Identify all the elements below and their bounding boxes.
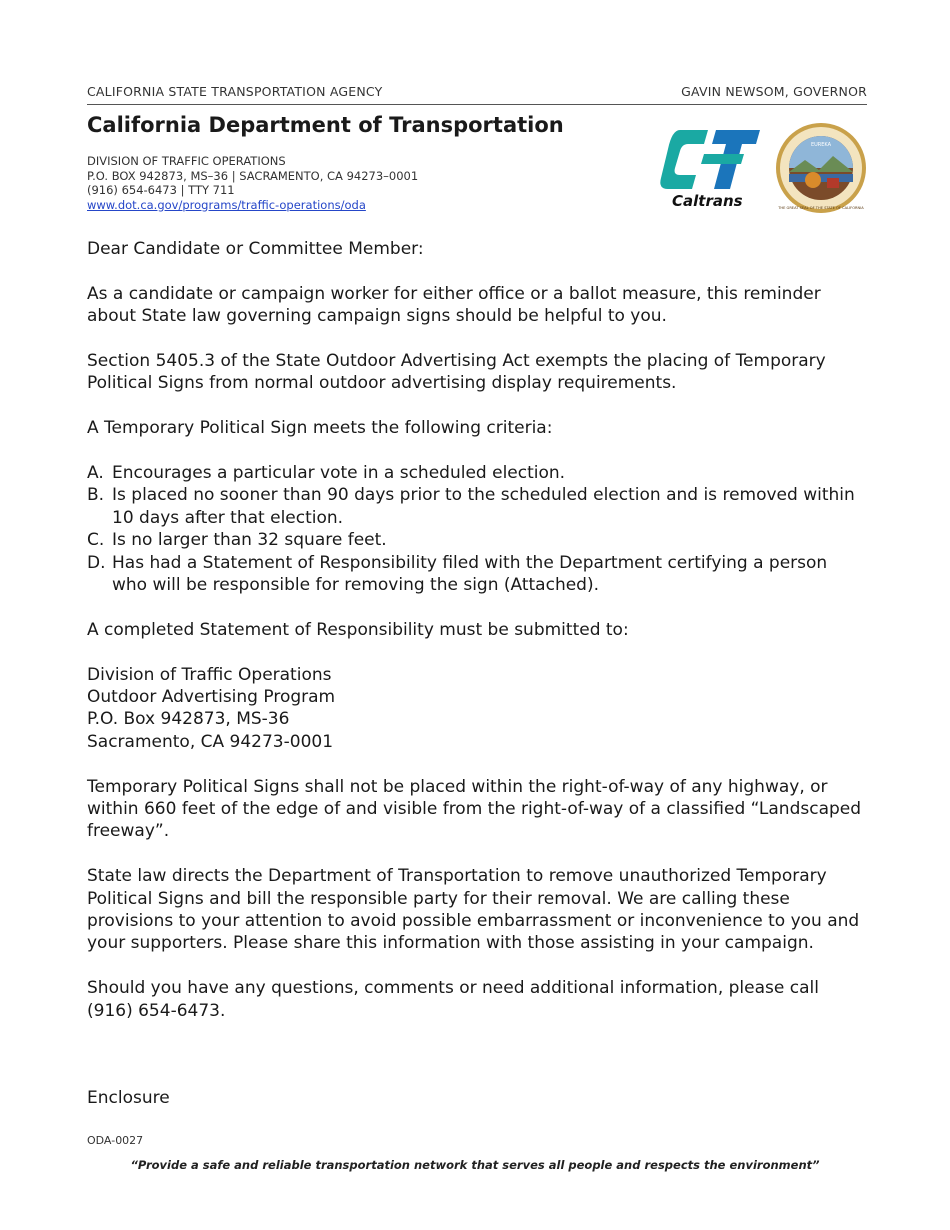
salutation: Dear Candidate or Committee Member: <box>87 239 424 259</box>
seal-motto: EUREKA <box>810 142 832 148</box>
mailing-address: P.O. BOX 942873, MS–36 | SACRAMENTO, CA 94273–0001 <box>87 168 419 183</box>
website-link[interactable]: www.dot.ca.gov/programs/traffic-operations/oda <box>87 197 366 212</box>
seal-bear <box>827 178 839 188</box>
paragraph-removal: State law directs the Department of Transportation to remove unauthorized Temporary Political Signs and bill the responsible party for their removal. We are calling these provisions to your attention to avoid possible embarrassment or inconvenience to you and your supporters. Please share this information with those assisting in your campaign. <box>87 866 860 954</box>
paragraph-contact: Should you have any questions, comments or need additional information, please call (916) 654-6473. <box>87 978 819 1021</box>
paragraph-criteria-intro: A Temporary Political Sign meets the following criteria: <box>87 418 553 439</box>
list-item-key: C. <box>87 530 105 551</box>
submission-address <box>87 664 867 754</box>
header-bar <box>87 83 867 105</box>
address-line: Division of Traffic Operations <box>87 664 332 685</box>
list-item-text: Has had a Statement of Responsibility filed with the Department certifying a person who will be responsible for removing the sign (Attached). <box>112 552 828 596</box>
enclosure-note: Enclosure <box>87 1088 170 1108</box>
logo-c-shape <box>660 130 708 189</box>
list-item-text: Encourages a particular vote in a scheduled election. <box>112 463 566 483</box>
list-item <box>87 462 867 484</box>
paragraph-section: Section 5405.3 of the State Outdoor Advertising Act exempts the placing of Temporary Political Signs from normal outdoor advertising display requirements. <box>87 351 826 394</box>
paragraph-intro: As a candidate or campaign worker for either office or a ballot measure, this reminder about State law governing campaign signs should be helpful to you. <box>87 283 821 327</box>
list-item-text: Is no larger than 32 square feet. <box>112 530 387 551</box>
form-number: ODA-0027 <box>87 1134 144 1147</box>
address-line: Outdoor Advertising Program <box>87 687 336 708</box>
paragraph-submit: A completed Statement of Responsibility must be submitted to: <box>87 619 629 640</box>
list-item <box>87 529 867 551</box>
list-item-key: A. <box>87 463 104 483</box>
governor-name: GAVIN NEWSOM, GOVERNOR <box>681 84 867 99</box>
list-item <box>87 484 867 529</box>
logo-t-stem-accent <box>701 154 744 164</box>
caltrans-logo <box>658 124 762 208</box>
seal-figure <box>805 172 821 188</box>
letter-body <box>87 238 867 1044</box>
paragraph-placement: Temporary Political Signs shall not be placed within the right-of-way of any highway, or within 660 feet of the edge of and visible from the right-of-way of a classified “Landscaped freeway”. <box>87 776 862 842</box>
letterhead-address <box>87 154 418 212</box>
list-item-key: B. <box>87 485 105 506</box>
california-seal <box>775 122 867 214</box>
address-line: Sacramento, CA 94273-0001 <box>87 731 334 752</box>
footer-motto: “Provide a safe and reliable transportation network that serves all people and respects the environment” <box>130 1158 820 1172</box>
list-item <box>87 552 867 597</box>
list-item-key: D. <box>87 552 106 573</box>
logo-wordmark: Caltrans <box>672 192 743 208</box>
address-line: P.O. Box 942873, MS-36 <box>87 709 290 730</box>
list-item-text: Is placed no sooner than 90 days prior to the scheduled election and is removed within 10 days after that election. <box>112 485 855 528</box>
seal-ring-text: THE GREAT SEAL OF THE STATE OF CALIFORNIA <box>778 206 864 210</box>
phone-line: (916) 654-6473 | TTY 711 <box>87 183 235 197</box>
department-title: California Department of Transportation <box>87 113 564 137</box>
criteria-list <box>87 462 867 596</box>
division-name: DIVISION OF TRAFFIC OPERATIONS <box>87 154 286 168</box>
seal-water <box>789 174 853 182</box>
agency-name: CALIFORNIA STATE TRANSPORTATION AGENCY <box>87 84 383 99</box>
